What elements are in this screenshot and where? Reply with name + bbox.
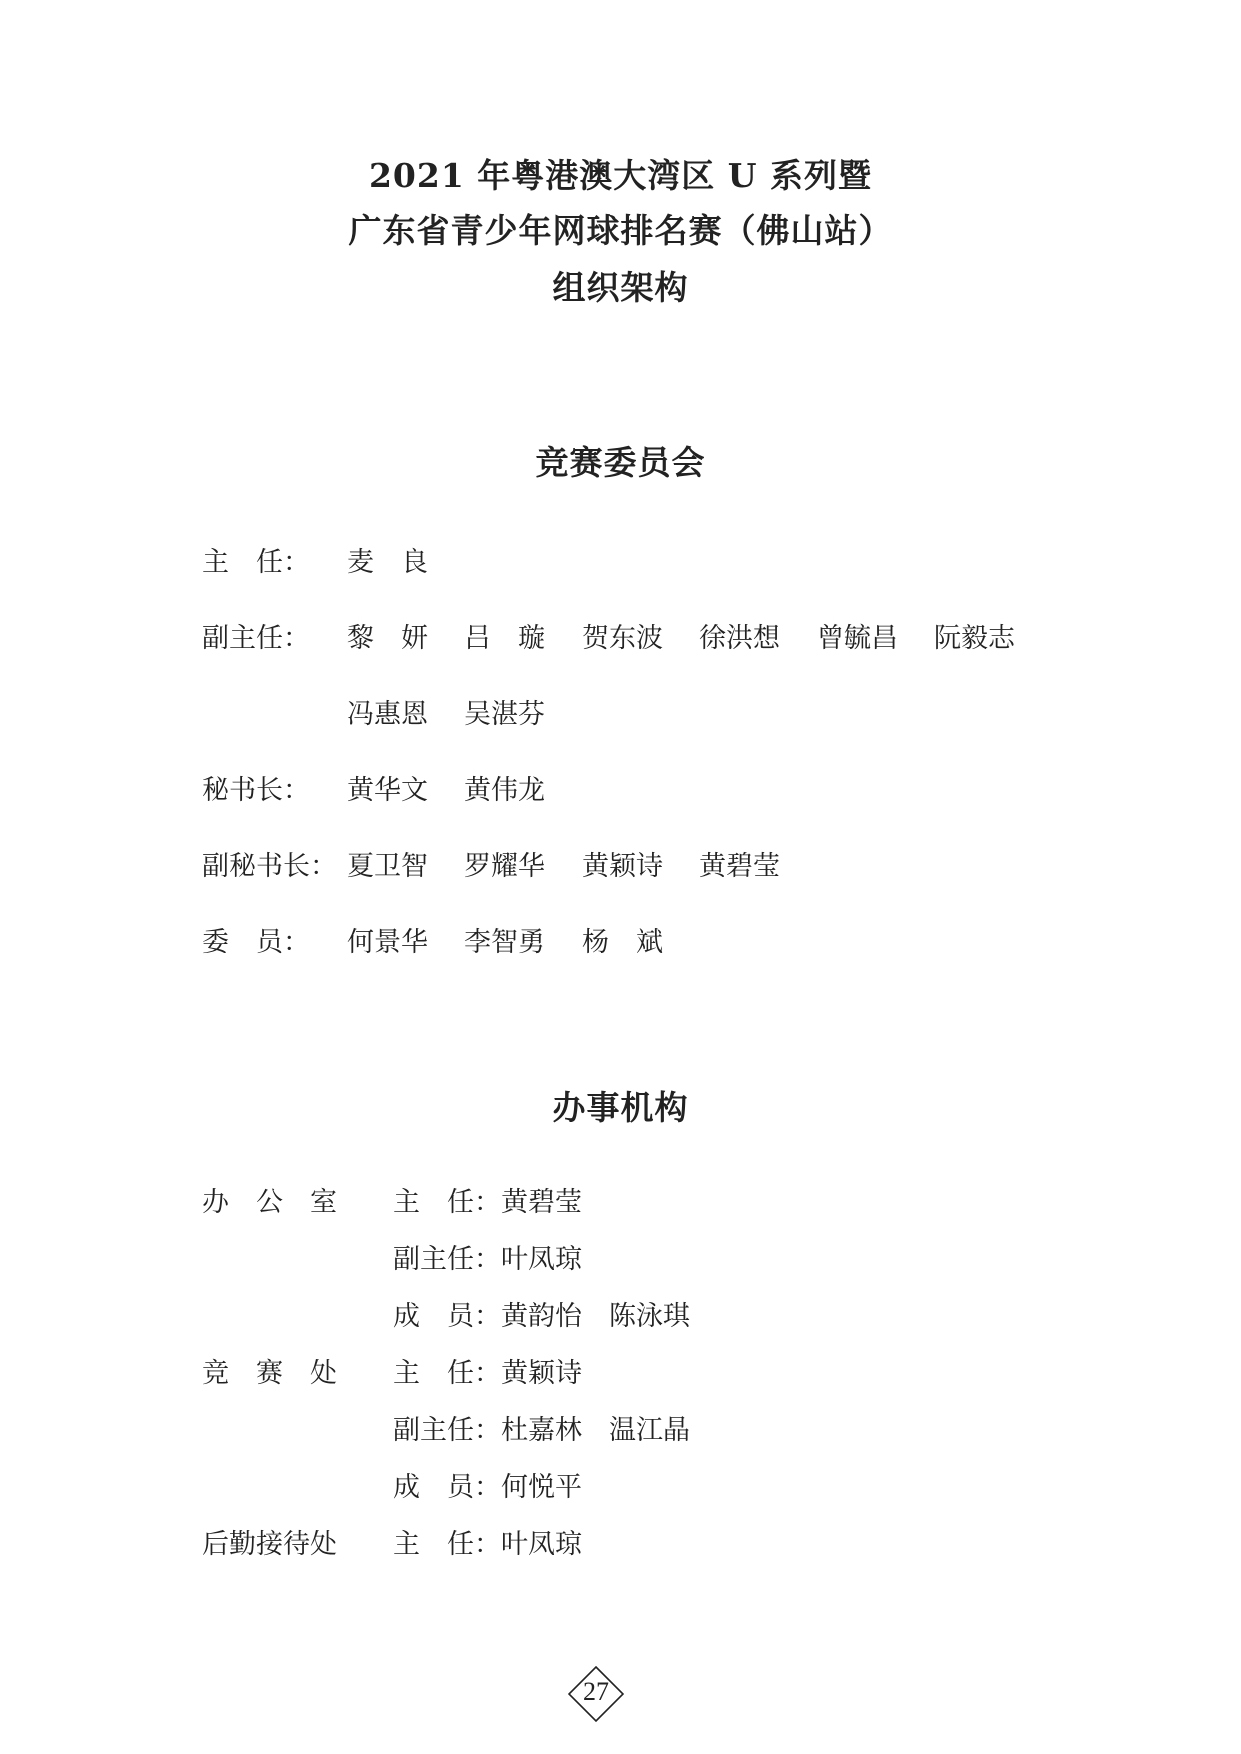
office-role-label: 主 任： (393, 1358, 501, 1389)
member-name: 李智勇 (464, 927, 545, 958)
committee-role-label: 副秘书长： (202, 851, 337, 882)
member-name: 夏卫智 (347, 851, 428, 882)
office-department: 办 公 室 (202, 1187, 337, 1218)
member-name: 黎 妍 (347, 623, 428, 654)
member-name: 冯惠恩 (347, 699, 428, 730)
office-role-label: 副主任： (393, 1244, 501, 1275)
member-name: 黄碧莹 (699, 851, 780, 882)
member-name: 黄颖诗 (582, 851, 663, 882)
office-role (393, 1465, 582, 1504)
office-role (393, 1294, 690, 1333)
offices-heading: 办事机构 (552, 1088, 689, 1127)
office-role-label: 主 任： (393, 1529, 501, 1560)
member-name: 麦 良 (347, 547, 428, 578)
member-name: 曾毓昌 (817, 623, 898, 654)
office-role (393, 1237, 582, 1276)
member-name: 何景华 (347, 927, 428, 958)
committee-role-label: 委 员： (202, 927, 310, 958)
member-name: 黄伟龙 (464, 775, 545, 806)
member-name: 阮毅志 (934, 623, 1015, 654)
committee-role-label: 副主任： (202, 623, 310, 654)
member-name: 黄华文 (347, 775, 428, 806)
office-role (393, 1522, 582, 1561)
office-member-names: 何悦平 (501, 1472, 582, 1503)
office-member-names: 叶凤琼 (501, 1529, 582, 1560)
committee-role-label: 主 任： (202, 547, 310, 578)
document-title-line-1: 2021 年粤港澳大湾区 U 系列暨 (368, 156, 873, 195)
member-name: 徐洪想 (699, 623, 780, 654)
page-number-badge (568, 1666, 624, 1722)
office-role (393, 1180, 582, 1219)
office-department: 后勤接待处 (202, 1529, 337, 1560)
office-role-label: 副主任： (393, 1415, 501, 1446)
office-department: 竞 赛 处 (202, 1358, 337, 1389)
office-role (393, 1351, 582, 1390)
office-role-label: 成 员： (393, 1301, 501, 1332)
member-name: 罗耀华 (464, 851, 545, 882)
office-member-names: 黄碧莹 (501, 1187, 582, 1218)
member-name: 杨 斌 (582, 927, 663, 958)
document-title-line-2: 广东省青少年网球排名赛（佛山站） (348, 211, 893, 250)
office-role-label: 主 任： (393, 1187, 501, 1218)
member-name: 吴湛芬 (464, 699, 545, 730)
office-member-names: 叶凤琼 (501, 1244, 582, 1275)
member-name: 贺东波 (582, 623, 663, 654)
committee-heading: 竞赛委员会 (535, 443, 706, 482)
page-number: 27 (583, 1677, 609, 1706)
office-role (393, 1408, 690, 1447)
office-member-names: 黄韵怡 陈泳琪 (501, 1301, 690, 1332)
office-member-names: 杜嘉林 温江晶 (501, 1415, 690, 1446)
document-title-line-3: 组织架构 (552, 268, 689, 307)
office-role-label: 成 员： (393, 1472, 501, 1503)
office-member-names: 黄颖诗 (501, 1358, 582, 1389)
committee-role-label: 秘书长： (202, 775, 310, 806)
member-name: 吕 璇 (464, 623, 545, 654)
